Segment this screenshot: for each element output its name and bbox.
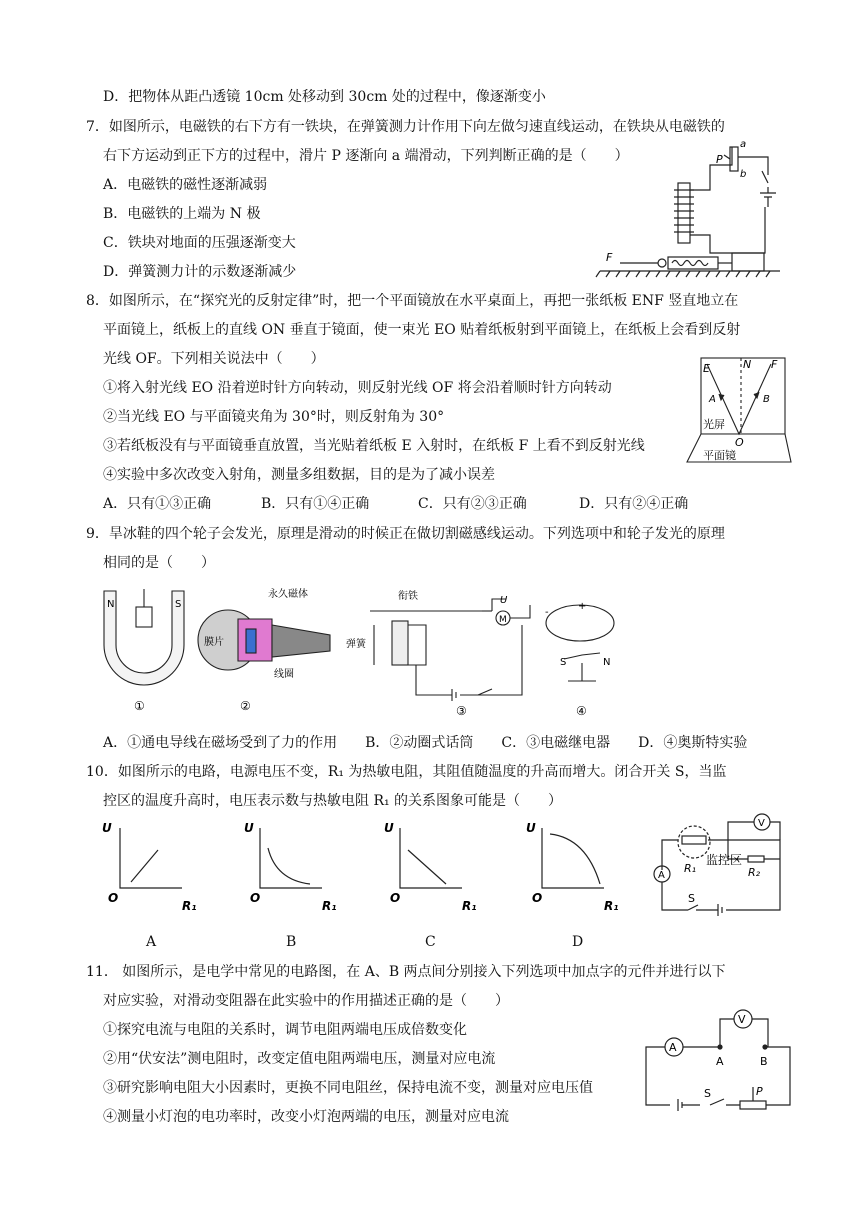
graph-b-y-label: U xyxy=(244,821,254,835)
fig4-plus-label: + xyxy=(578,601,587,612)
graph-c-y-label: U xyxy=(384,821,394,835)
graph-b-x-label: R₁ xyxy=(322,899,337,913)
ammeter-a-label: A xyxy=(658,870,665,881)
graph-c-x-label: R₁ xyxy=(462,899,477,913)
q8-reflection-figure xyxy=(683,350,795,475)
r1-label: R₁ xyxy=(684,862,697,875)
fig1-number: ① xyxy=(134,699,145,713)
terminal-b-label: b xyxy=(740,169,747,180)
q8-option-d: D．只有②④正确 xyxy=(579,496,689,512)
q7-option-c: C．铁块对地面的压强逐渐变大 xyxy=(103,235,296,251)
graph-d-origin: O xyxy=(532,891,543,905)
fig3-number: ③ xyxy=(456,704,467,718)
q10-stem: 10．如图所示的电路，电源电压不变，R₁ 为热敏电阻，其阻值随温度的升高而增大。闭合开关 S，当监 xyxy=(86,764,727,780)
fig4-number: ④ xyxy=(576,704,587,718)
q7-option-b: B．电磁铁的上端为 N 极 xyxy=(103,206,261,222)
ammeter-a-label: A xyxy=(669,1041,677,1054)
q10-label-a: A xyxy=(146,934,157,950)
point-f-label: F xyxy=(771,358,778,371)
slider-p-label: P xyxy=(756,1085,763,1098)
q11-statement-1: ①探究电流与电阻的关系时，调节电阻两端电压成倍数变化 xyxy=(103,1022,467,1038)
q7-option-d: D．弹簧测力计的示数逐渐减少 xyxy=(103,264,297,280)
fig2-magnet-label: 永久磁体 xyxy=(268,589,308,600)
screen-label: 光屏 xyxy=(703,418,725,431)
q10-label-d: D xyxy=(572,934,584,950)
point-b-label: B xyxy=(763,394,770,405)
fig4-n-label: N xyxy=(603,657,611,668)
point-o-label: O xyxy=(735,436,744,449)
graph-b-origin: O xyxy=(250,891,261,905)
fig4-minus-label: - xyxy=(545,607,549,618)
fig2-number: ② xyxy=(240,699,251,713)
q8-statement-4: ④实验中多次改变入射角，测量多组数据，目的是为了减小误差 xyxy=(103,467,495,483)
graph-a-x-label: R₁ xyxy=(182,899,197,913)
q8-stem: 8．如图所示，在“探究光的反射定律”时，把一个平面镜放在水平桌面上，再把一张纸板 ENF 竖直地立在 xyxy=(86,293,739,309)
point-n-label: N xyxy=(743,358,752,371)
graph-d-x-label: R₁ xyxy=(604,899,619,913)
graph-a-y-label: U xyxy=(102,821,112,835)
q11-stem: 11． 如图所示，是电学中常见的电路图，在 A、B 两点间分别接入下列选项中加点字的元件并进行以下 xyxy=(86,964,726,980)
q7-option-a: A．电磁铁的磁性逐渐减弱 xyxy=(103,177,268,193)
q8-statement-2: ②当光线 EO 与平面镜夹角为 30°时，则反射角为 30° xyxy=(103,409,445,425)
q10-label-b: B xyxy=(286,934,297,950)
q7-electromagnet-figure xyxy=(590,135,790,280)
switch-s-label: S xyxy=(704,1087,711,1100)
fig3-armature-label: 衔铁 xyxy=(398,591,418,602)
voltmeter-v-label: V xyxy=(758,818,765,829)
q9-stem: 9．旱冰鞋的四个轮子会发光，原理是滑动的时候正在做切割磁感线运动。下列选项中和轮子发光的原理 xyxy=(86,526,725,542)
q6-option-d: D．把物体从距凸透镜 10cm 处移动到 30cm 处的过程中，像逐渐变小 xyxy=(103,89,546,105)
graph-c-origin: O xyxy=(390,891,401,905)
terminal-a-label: a xyxy=(740,139,747,150)
q10-stem: 控区的温度升高时，电压表示数与热敏电阻 R₁ 的关系图象可能是（ ） xyxy=(103,793,563,809)
mirror-label: 平面镜 xyxy=(703,449,736,462)
q7-stem: 右下方运动到正下方的过程中，滑片 P 逐渐向 a 端滑动，下列判断正确的是（ ） xyxy=(103,148,629,164)
graph-a-origin: O xyxy=(108,891,119,905)
voltmeter-v-label: V xyxy=(738,1013,746,1026)
q11-stem: 对应实验，对滑动变阻器在此实验中的作用描述正确的是（ ） xyxy=(103,993,509,1009)
q10-circuit xyxy=(648,800,788,918)
r2-label: R₂ xyxy=(748,866,761,879)
q8-statement-1: ①将入射光线 EO 沿着逆时针方向转动，则反射光线 OF 将会沿着顺时针方向转动 xyxy=(103,380,612,396)
q10-label-c: C xyxy=(425,934,436,950)
slider-p-label: P xyxy=(716,153,723,166)
q10-graphs xyxy=(100,818,640,918)
point-a-label: A xyxy=(716,1055,724,1068)
point-b-label: B xyxy=(760,1055,768,1068)
q9-figures xyxy=(98,585,618,720)
point-e-label: E xyxy=(703,362,710,375)
fig1-s-label: S xyxy=(175,599,182,610)
q8-option-a: A．只有①③正确 xyxy=(103,496,212,512)
fig2-coil-label: 线圈 xyxy=(274,669,294,680)
graph-d-y-label: U xyxy=(526,821,536,835)
q11-statement-3: ③研究影响电阻大小因素时，更换不同电阻丝，保持电流不变，测量对应电压值 xyxy=(103,1080,593,1096)
force-f-label: F xyxy=(606,251,613,264)
q8-option-b: B．只有①④正确 xyxy=(261,496,370,512)
q7-stem: 7．如图所示，电磁铁的右下方有一铁块，在弹簧测力计作用下向左做匀速直线运动，在铁块从电磁铁的 xyxy=(86,119,725,135)
q8-statement-3: ③若纸板没有与平面镜垂直放置，当光贴着纸板 E 入射时，在纸板 F 上看不到反射光线 xyxy=(103,438,645,454)
q11-circuit xyxy=(640,1005,800,1115)
q11-statement-4: ④测量小灯泡的电功率时，改变小灯泡两端的电压，测量对应电流 xyxy=(103,1109,509,1125)
q11-statement-2: ②用“伏安法”测电阻时，改变定值电阻两端电压，测量对应电流 xyxy=(103,1051,496,1067)
zone-label: 监控区 xyxy=(706,853,743,867)
fig3-motor-label: M xyxy=(499,615,507,625)
fig3-u-label: U xyxy=(500,595,508,606)
switch-s-label: S xyxy=(688,892,695,905)
q8-option-c: C．只有②③正确 xyxy=(418,496,527,512)
q8-stem: 光线 OF。下列相关说法中（ ） xyxy=(103,351,325,367)
q8-stem: 平面镜上，纸板上的直线 ON 垂直于镜面，使一束光 EO 贴着纸板射到平面镜上，在纸板上会看到反射 xyxy=(103,322,741,338)
fig2-diaphragm-label: 膜片 xyxy=(204,637,224,648)
q9-options: A．①通电导线在磁场受到了力的作用 B．②动圈式话筒 C．③电磁继电器 D．④奥斯特实验 xyxy=(103,735,748,751)
point-a-label: A xyxy=(709,394,716,405)
q9-stem: 相同的是（ ） xyxy=(103,555,215,571)
fig4-s-label: S xyxy=(560,657,567,668)
fig3-spring-label: 弹簧 xyxy=(346,639,366,650)
fig1-n-label: N xyxy=(107,599,115,610)
